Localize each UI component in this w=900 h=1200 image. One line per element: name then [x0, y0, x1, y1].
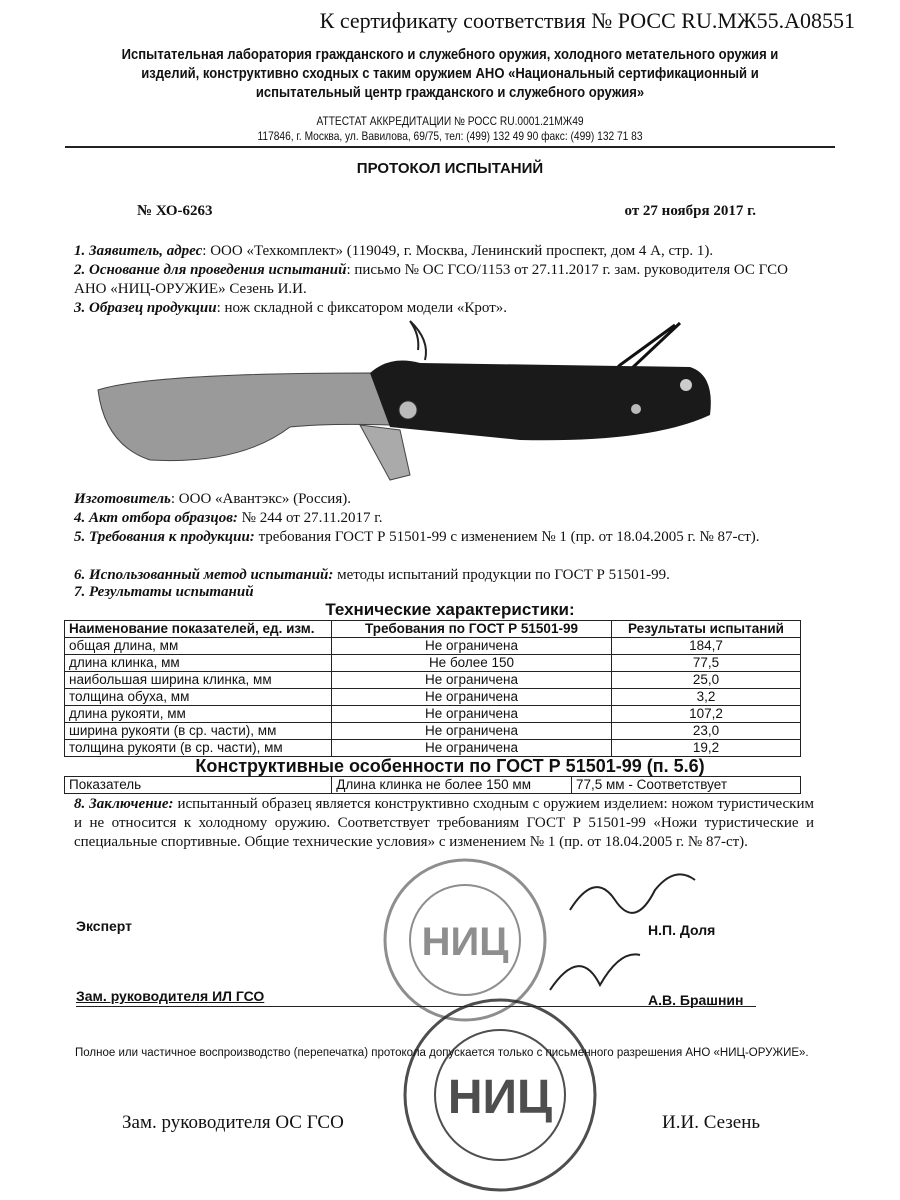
item-applicant: [74, 242, 814, 261]
table-cell: длина рукояти, мм: [65, 706, 332, 723]
conclusion-label: 8. Заключение:: [74, 796, 174, 812]
table-row: [65, 740, 801, 757]
footer-note: Полное или частичное воспроизводство (перепечатка) протокола допускается только с письменного разрешения АНО «НИЦ-ОРУЖИЕ».: [75, 1047, 809, 1059]
item-text: : ООО «Авантэкс» (Россия).: [170, 491, 351, 507]
document-title: ПРОТОКОЛ ИСПЫТАНИЙ: [356, 160, 544, 177]
header-cell: Наименование показателей, ед. изм.: [65, 621, 332, 638]
design-table-title: Конструктивные особенности по ГОСТ Р 51501-99 (п. 5.6): [195, 756, 705, 776]
accreditation-block: [119, 114, 782, 144]
conclusion: [74, 795, 814, 852]
tech-table: [64, 620, 801, 757]
table-cell: 19,2: [612, 740, 801, 757]
table-cell: 3,2: [612, 689, 801, 706]
deputy-signature: [540, 940, 650, 1000]
deputy-os-role: Зам. руководителя ОС ГСО: [122, 1112, 344, 1133]
item-label: 7. Результаты испытаний: [74, 584, 254, 600]
item-text: методы испытаний продукции по ГОСТ Р 51501-99.: [333, 567, 670, 583]
svg-text:НИЦ: НИЦ: [447, 1071, 553, 1124]
item-label: 2. Основание для проведения испытаний: [74, 262, 347, 278]
item-label: 1. Заявитель, адрес: [74, 243, 203, 259]
header-cell: Результаты испытаний: [612, 621, 801, 638]
table-row: [65, 689, 801, 706]
expert-signature: [565, 860, 705, 930]
svg-text:НИЦ: НИЦ: [421, 920, 509, 964]
table-cell: Не более 150: [332, 655, 612, 672]
table-cell: Не ограничена: [332, 638, 612, 655]
tech-table-title: Технические характеристики:: [325, 600, 575, 619]
table-cell: 25,0: [612, 672, 801, 689]
item-label: 6. Использованный метод испытаний:: [74, 567, 334, 583]
item-text: : ООО «Техкомплект» (119049, г. Москва, Ленинский проспект, дом 4 А, стр. 1).: [202, 243, 714, 259]
item-label: Изготовитель: [74, 491, 171, 507]
item-label: 4. Акт отбора образцов:: [74, 510, 238, 526]
table-cell: 107,2: [612, 706, 801, 723]
deputy-os-name: И.И. Сезень: [662, 1112, 761, 1133]
conclusion-text: испытанный образец является конструктивно сходным с оружием изделием: ножом туристическим и не относится к холодному оружию. Соответствует требованиям ГОСТ Р 51501-99 «Ножи туристические и специальные спортивные. Общие технические условия» с изменением № 1 (пр. от 18.04.2005 г. № 87-ст).: [74, 796, 814, 850]
item-text: : письмо № ОС ГСО/1153 от 27.11.2017 г. зам. руководителя ОС ГСО АНО «НИЦ-ОРУЖИЕ» Сезень И.И.: [74, 262, 788, 297]
design-table: [64, 776, 801, 794]
protocol-number: № ХО-6263: [137, 203, 213, 219]
table-cell: 23,0: [612, 723, 801, 740]
table-cell: толщина обуха, мм: [65, 689, 332, 706]
table-cell: Показатель: [65, 777, 332, 794]
item-text: требования ГОСТ Р 51501-99 с изменением № 1 (пр. от 18.04.2005 г. № 87-ст).: [254, 529, 760, 545]
table-row: [65, 777, 801, 794]
table-cell: 77,5 мм - Соответствует: [572, 777, 801, 794]
table-cell: толщина рукояти (в ср. части), мм: [65, 740, 332, 757]
expert-role: Эксперт: [76, 918, 133, 934]
table-header-row: [65, 621, 801, 638]
knife-photo: [90, 315, 810, 490]
table-cell: длина клинка, мм: [65, 655, 332, 672]
table-cell: Не ограничена: [332, 672, 612, 689]
deputy-lab-role: Зам. руководителя ИЛ ГСО: [76, 988, 265, 1004]
lab-address: 117846, г. Москва, ул. Вавилова, 69/75, тел: (499) 132 49 90 факс: (499) 132 71 83: [257, 129, 643, 143]
expert-name: Н.П. Доля: [648, 922, 716, 938]
item-sampling-act: [74, 509, 814, 528]
table-row: [65, 723, 801, 740]
table-cell: 184,7: [612, 638, 801, 655]
item-manufacturer: [74, 490, 814, 509]
lab-header: Испытательная лаборатория гражданского и служебного оружия, холодного метательного оружия и изделий, конструктивно сходных с таким оружием АНО «Национальный сертификационный и испытательный центр гражданского и служебного оружия»: [121, 47, 779, 101]
certificate-reference: К сертификату соответствия № РОСС RU.МЖ55.А08551: [319, 8, 855, 33]
table-cell: общая длина, мм: [65, 638, 332, 655]
deputy-lab-name: А.В. Брашнин: [648, 992, 744, 1008]
table-cell: ширина рукояти (в ср. части), мм: [65, 723, 332, 740]
table-row: [65, 638, 801, 655]
table-row: [65, 706, 801, 723]
item-text: : нож складной с фиксатором модели «Крот».: [216, 300, 508, 316]
table-cell: Длина клинка не более 150 мм: [332, 777, 572, 794]
item-text: № 244 от 27.11.2017 г.: [237, 510, 383, 526]
round-seal-stamp-2: [400, 995, 600, 1195]
table-cell: Не ограничена: [332, 689, 612, 706]
table-cell: Не ограничена: [332, 723, 612, 740]
protocol-date: от 27 ноября 2017 г.: [624, 203, 756, 219]
table-cell: Не ограничена: [332, 740, 612, 757]
signature-line: [76, 1006, 756, 1007]
item-label: 5. Требования к продукции:: [74, 529, 255, 545]
table-row: [65, 672, 801, 689]
header-cell: Требования по ГОСТ Р 51501-99: [332, 621, 612, 638]
header-divider: [65, 146, 835, 148]
item-basis: [74, 261, 814, 299]
item-requirements: [74, 528, 814, 547]
table-cell: Не ограничена: [332, 706, 612, 723]
table-row: [65, 655, 801, 672]
table-cell: наибольшая ширина клинка, мм: [65, 672, 332, 689]
item-label: 3. Образец продукции: [74, 300, 217, 316]
accreditation: АТТЕСТАТ АККРЕДИТАЦИИ № РОСС RU.0001.21МЖ49: [316, 114, 584, 128]
table-cell: 77,5: [612, 655, 801, 672]
